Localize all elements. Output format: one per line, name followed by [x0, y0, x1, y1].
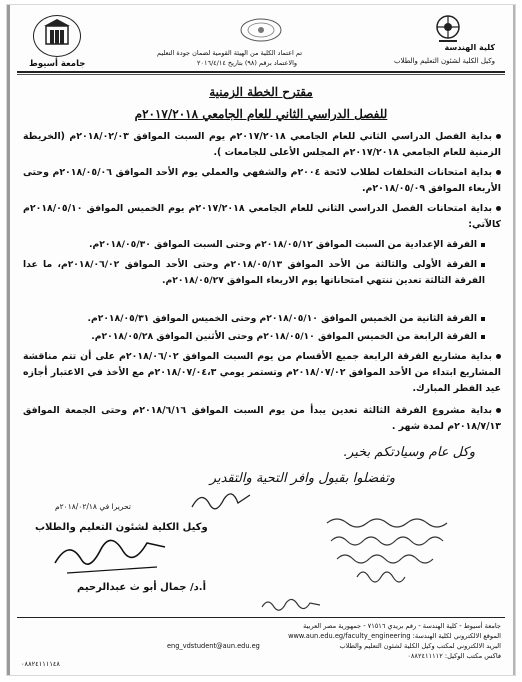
- bullet-icon: [496, 206, 501, 211]
- sub-list-item: [23, 329, 485, 345]
- faculty-name: كلية الهندسة: [444, 43, 495, 52]
- square-bullet-icon: [481, 243, 485, 247]
- list-item: [23, 129, 501, 161]
- list-item: [23, 349, 501, 397]
- list-item: [23, 403, 501, 435]
- square-bullet-icon: [481, 317, 485, 321]
- list-item-text: بداية مشاريع الفرقة الرابعة جميع الأقسام من يوم السبت الموافق ٢٠١٨/٠٦/٠٢م على أن تتم مناقشة المشاريع ابتداء من الأحد الموافق ٢٠١٨/٠٧/٠٢م وتستمر يومي ٢٠١٨/٠٧/٠٤،٣م مع الأخذ في الاعتبار أجازه عيد الفطر المبارك.: [23, 351, 501, 394]
- footer-phone: ٠٨٨٢٤١١١١٤٨: [21, 660, 60, 668]
- footer-fax: فاكس مكتب الوكيل: ٠٨٨٢٤١١١١٢: [407, 652, 501, 660]
- signatory-title: وكيل الكلية لشئون التعليم والطلاب: [35, 522, 208, 533]
- square-bullet-icon: [481, 335, 485, 339]
- list-item-text: بداية مشروع الفرقة الثالثة تعدين يبدأ من يوم السبت الموافق ٢٠١٨/٦/١٦م وحتى الجمعة الموافق ٢٠١٨/٧/١٣م لمدة شهر .: [23, 405, 501, 432]
- sub-list-item: [23, 311, 485, 327]
- square-bullet-icon: [481, 263, 485, 267]
- handwritten-approval-icon: [317, 511, 467, 591]
- initials-signature-icon: [187, 487, 257, 517]
- bullet-icon: [496, 170, 501, 175]
- header-divider: [17, 71, 505, 73]
- header-divider: [17, 74, 505, 75]
- signatory-name: أ.د/ جمال أبو ث عبدالرحيم: [77, 582, 207, 593]
- sub-list-item: [23, 257, 485, 289]
- document-subtitle: للفصل الدراسي الثاني للعام الجامعي ٢٠١٧/٢٠١٨م: [134, 107, 388, 121]
- list-item-text: بداية امتحانات التخلفات لطلاب لائحة ٢٠٠٤م والشفهي والعملي يوم الأحد الموافق ٢٠١٨/٠٥/٠٦م وحتى الأربعاء الموافق ٢٠١٨/٠٥/٠٩م.: [23, 167, 501, 194]
- vice-dean-office: وكيل الكلية لشئون التعليم والطلاب: [393, 57, 495, 65]
- bullet-icon: [496, 354, 501, 359]
- footer-address: جامعة أسيوط - كلية الهندسة - رقم بريدي ٧١٥١٦ - جمهورية مصر العربية: [303, 622, 501, 630]
- university-name: جامعة أسيوط: [29, 59, 86, 69]
- list-item: [23, 201, 501, 233]
- document-title: مقترح الخطة الزمنية: [209, 85, 313, 99]
- accreditation-line: والاعتماد برقم (٩٨) بتاريخ ٢٠١٦/٤/١٤: [197, 59, 298, 67]
- scan-edge: [513, 5, 515, 675]
- handwritten-greeting: وكل عام وسيادتكم بخير.: [342, 445, 475, 460]
- list-item-text: بداية امتحانات الفصل الدراسي الثاني للعام الجامعي ٢٠١٧/٢٠١٨م يوم الخميس الموافق ٢٠١٨/٠٥/١٠م كالآتي:: [23, 203, 501, 230]
- date-note: تحريرا في ٢٠١٨/٠٢/١٨م: [55, 502, 131, 511]
- sub-list-item: [23, 237, 485, 253]
- accreditation-line: تم اعتماد الكلية من الهيئة القومية لضمان جودة التعليم: [157, 49, 303, 57]
- bullet-icon: [496, 134, 501, 139]
- footer-email: eng_vdstudent@aun.edu.eg: [167, 642, 260, 650]
- document-page: [6, 4, 516, 676]
- signature-icon: [47, 533, 177, 583]
- university-logo-icon: [33, 15, 81, 57]
- handwritten-date-icon: [257, 593, 327, 615]
- bullet-icon: [496, 408, 501, 413]
- sub-list-item-text: الفرقة الأولى والثالثة من الأحد الموافق ٢٠١٨/٠٥/١٣م وحتى الأحد الموافق ٢٠١٨/٠٦/٠٢م، ما عدا الفرقة الثالثة تعدين تنتهي امتحاناتها يوم الاربعاء الموافق ٢٠١٨/٠٥/٢٧م.: [23, 259, 485, 286]
- handwritten-closing: وتفضلوا بقبول وافر التحية والتقدير: [209, 471, 395, 486]
- scan-edge: [7, 5, 10, 675]
- footer-email-label: البريد الالكتروني لمكتب وكيل الكلية لشئون التعليم والطلاب: [339, 642, 501, 650]
- faculty-logo-icon: [433, 13, 463, 45]
- list-item: [23, 165, 501, 197]
- list-item-text: بداية الفصل الدراسي الثاني للعام الجامعي ٢٠١٧/٢٠١٨م يوم السبت الموافق ٢٠١٨/٠٢/٠٣م (الخريطة الزمنية للعام الجامعي ٢٠١٧/٢٠١٨م المجلس الأعلى للجامعات ).: [23, 131, 501, 158]
- footer-website: الموقع الالكتروني لكلية الهندسة: www.aun.edu.eg/faculty_engineering: [288, 632, 501, 640]
- sub-list-item-text: الفرقة الرابعة من الخميس الموافق ٢٠١٨/٠٥/١٠م وحتى الأثنين الموافق ٢٠١٨/٠٥/٢٨م.: [91, 331, 477, 342]
- sub-list-item-text: الفرقة الإعدادية من السبت الموافق ٢٠١٨/٠٥/١٢م وحتى السبت الموافق ٢٠١٨/٠٥/٣٠م.: [89, 239, 477, 250]
- sub-list-item-text: الفرقة الثانية من الخميس الموافق ٢٠١٨/٠٥/١٠م وحتى الخميس الموافق ٢٠١٨/٠٥/٣١م.: [87, 313, 477, 324]
- footer-divider: [17, 617, 505, 618]
- quality-seal-icon: [239, 17, 283, 43]
